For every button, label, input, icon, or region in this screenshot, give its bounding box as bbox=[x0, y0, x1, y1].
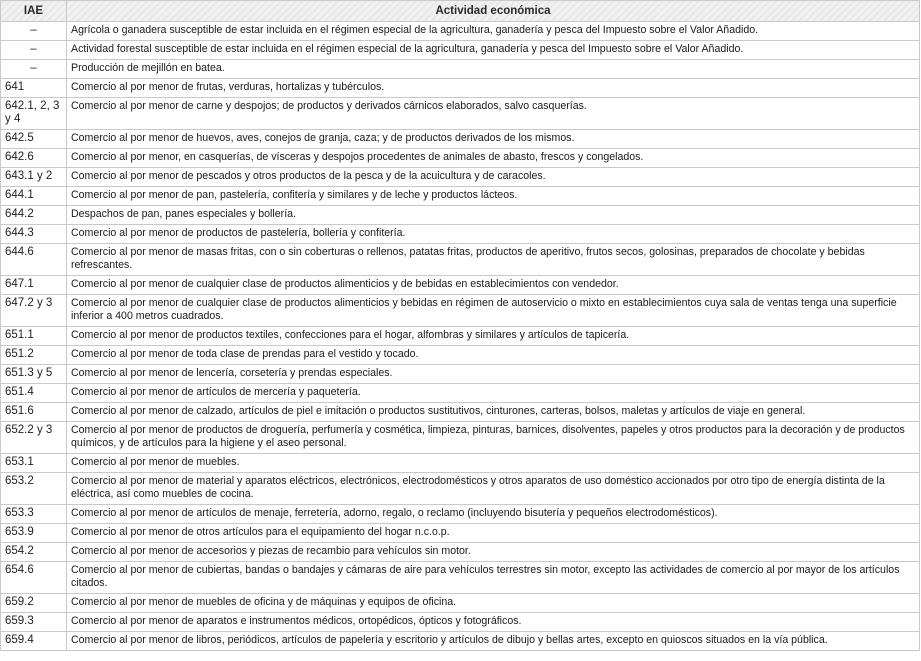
table-row bbox=[1, 244, 920, 276]
iae-code-cell: 643.1 y 2 bbox=[1, 168, 67, 187]
iae-code-cell: 651.1 bbox=[1, 327, 67, 346]
activity-cell: Comercio al por menor de artículos de menaje, ferretería, adorno, regalo, o reclamo (incluyendo bisutería y pequeños electrodomésticos). bbox=[67, 505, 920, 524]
activity-cell: Comercio al por menor de artículos de mercería y paquetería. bbox=[67, 384, 920, 403]
table-row bbox=[1, 130, 920, 149]
activity-cell: Actividad forestal susceptible de estar incluida en el régimen especial de la agricultura, ganadería y pesca del Impuesto sobre el Valor Añadido. bbox=[67, 41, 920, 60]
activity-cell: Comercio al por menor de aparatos e instrumentos médicos, ortopédicos, ópticos y fotográficos. bbox=[67, 613, 920, 632]
table-body bbox=[1, 22, 920, 651]
iae-code-cell: – bbox=[1, 22, 67, 41]
iae-code-cell: 647.2 y 3 bbox=[1, 295, 67, 327]
iae-code-cell: 653.1 bbox=[1, 454, 67, 473]
iae-code-cell: 654.2 bbox=[1, 543, 67, 562]
iae-code-cell: 659.3 bbox=[1, 613, 67, 632]
activity-cell: Producción de mejillón en batea. bbox=[67, 60, 920, 79]
table-row bbox=[1, 365, 920, 384]
table-row bbox=[1, 225, 920, 244]
activity-cell: Comercio al por menor de accesorios y piezas de recambio para vehículos sin motor. bbox=[67, 543, 920, 562]
table-row bbox=[1, 187, 920, 206]
table-row bbox=[1, 632, 920, 651]
activity-cell: Comercio al por menor de productos textiles, confecciones para el hogar, alfombras y similares y artículos de tapicería. bbox=[67, 327, 920, 346]
iae-code-cell: 659.2 bbox=[1, 594, 67, 613]
iae-code-cell: 651.4 bbox=[1, 384, 67, 403]
activity-cell: Comercio al por menor de cubiertas, bandas o bandajes y cámaras de aire para vehículos terrestres sin motor, excepto las actividades de comercio al por mayor de los artículos citados. bbox=[67, 562, 920, 594]
table-row bbox=[1, 346, 920, 365]
table-row bbox=[1, 384, 920, 403]
table-row bbox=[1, 454, 920, 473]
table-row bbox=[1, 41, 920, 60]
activity-cell: Comercio al por menor, en casquerías, de vísceras y despojos procedentes de animales de abasto, frescos y congelados. bbox=[67, 149, 920, 168]
activity-cell: Comercio al por menor de lencería, corsetería y prendas especiales. bbox=[67, 365, 920, 384]
activity-cell: Agrícola o ganadera susceptible de estar incluida en el régimen especial de la agricultura, ganadería y pesca del Impuesto sobre el Valor Añadido. bbox=[67, 22, 920, 41]
activity-cell: Comercio al por menor de cualquier clase de productos alimenticios y de bebidas en establecimientos con vendedor. bbox=[67, 276, 920, 295]
table-row bbox=[1, 206, 920, 225]
table-row bbox=[1, 543, 920, 562]
table-header-row bbox=[1, 1, 920, 22]
iae-code-cell: 653.3 bbox=[1, 505, 67, 524]
table-row bbox=[1, 327, 920, 346]
iae-code-cell: 644.3 bbox=[1, 225, 67, 244]
table-row bbox=[1, 168, 920, 187]
activity-cell: Comercio al por menor de productos de pastelería, bollería y confitería. bbox=[67, 225, 920, 244]
activity-cell: Comercio al por menor de cualquier clase de productos alimenticios y bebidas en régimen de autoservicio o mixto en establecimientos cuya sala de ventas tenga una superficie inferior a 400 metros cuadrados. bbox=[67, 295, 920, 327]
iae-code-cell: 653.9 bbox=[1, 524, 67, 543]
activity-cell: Comercio al por menor de frutas, verduras, hortalizas y tubérculos. bbox=[67, 79, 920, 98]
iae-code-cell: – bbox=[1, 41, 67, 60]
activity-cell: Comercio al por menor de otros artículos para el equipamiento del hogar n.c.o.p. bbox=[67, 524, 920, 543]
table-row bbox=[1, 562, 920, 594]
iae-code-cell: 651.3 y 5 bbox=[1, 365, 67, 384]
table-row bbox=[1, 295, 920, 327]
iae-code-cell: 654.6 bbox=[1, 562, 67, 594]
activity-cell: Comercio al por menor de masas fritas, con o sin coberturas o rellenos, patatas fritas, productos de aperitivo, frutos secos, golosinas, preparados de chocolate y bebidas refrescantes. bbox=[67, 244, 920, 276]
table-row bbox=[1, 60, 920, 79]
iae-code-cell: 644.1 bbox=[1, 187, 67, 206]
activity-cell: Despachos de pan, panes especiales y bollería. bbox=[67, 206, 920, 225]
table-row bbox=[1, 79, 920, 98]
iae-code-cell: 642.6 bbox=[1, 149, 67, 168]
activity-cell: Comercio al por menor de muebles de oficina y de máquinas y equipos de oficina. bbox=[67, 594, 920, 613]
iae-code-cell: 644.2 bbox=[1, 206, 67, 225]
column-header-iae: IAE bbox=[1, 1, 67, 22]
iae-code-cell: 644.6 bbox=[1, 244, 67, 276]
table-row bbox=[1, 22, 920, 41]
activity-cell: Comercio al por menor de toda clase de prendas para el vestido y tocado. bbox=[67, 346, 920, 365]
activity-cell: Comercio al por menor de huevos, aves, conejos de granja, caza; y de productos derivados de los mismos. bbox=[67, 130, 920, 149]
iae-code-cell: 642.5 bbox=[1, 130, 67, 149]
iae-code-cell: 652.2 y 3 bbox=[1, 422, 67, 454]
iae-code-cell: 641 bbox=[1, 79, 67, 98]
iae-code-cell: – bbox=[1, 60, 67, 79]
table-row bbox=[1, 276, 920, 295]
activity-cell: Comercio al por menor de calzado, artículos de piel e imitación o productos sustitutivos, cinturones, carteras, bolsos, maletas y artículos de viaje en general. bbox=[67, 403, 920, 422]
table-row bbox=[1, 594, 920, 613]
table-row bbox=[1, 473, 920, 505]
activity-cell: Comercio al por menor de carne y despojos; de productos y derivados cárnicos elaborados, salvo casquerías. bbox=[67, 98, 920, 130]
iae-code-cell: 653.2 bbox=[1, 473, 67, 505]
activity-cell: Comercio al por menor de pan, pastelería, confitería y similares y de leche y productos lácteos. bbox=[67, 187, 920, 206]
activity-cell: Comercio al por menor de libros, periódicos, artículos de papelería y escritorio y artículos de dibujo y bellas artes, excepto en quioscos situados en la vía pública. bbox=[67, 632, 920, 651]
iae-code-cell: 651.2 bbox=[1, 346, 67, 365]
column-header-activity: Actividad económica bbox=[67, 1, 920, 22]
table-row bbox=[1, 422, 920, 454]
table-row bbox=[1, 613, 920, 632]
table-row bbox=[1, 524, 920, 543]
iae-code-cell: 647.1 bbox=[1, 276, 67, 295]
table-row bbox=[1, 403, 920, 422]
activity-cell: Comercio al por menor de material y aparatos eléctricos, electrónicos, electrodomésticos y otros aparatos de uso doméstico accionados por otro tipo de energía distinta de la eléctrica, así como muebles de cocina. bbox=[67, 473, 920, 505]
table-row bbox=[1, 149, 920, 168]
activity-cell: Comercio al por menor de productos de droguería, perfumería y cosmética, limpieza, pinturas, barnices, disolventes, papeles y otros productos para la decoración y de productos químicos, y de artículos para la higiene y el aseo personal. bbox=[67, 422, 920, 454]
activity-cell: Comercio al por menor de pescados y otros productos de la pesca y de la acuicultura y de caracoles. bbox=[67, 168, 920, 187]
activity-cell: Comercio al por menor de muebles. bbox=[67, 454, 920, 473]
iae-code-cell: 651.6 bbox=[1, 403, 67, 422]
iae-code-cell: 642.1, 2, 3 y 4 bbox=[1, 98, 67, 130]
iae-code-cell: 659.4 bbox=[1, 632, 67, 651]
table-row bbox=[1, 98, 920, 130]
table-row bbox=[1, 505, 920, 524]
